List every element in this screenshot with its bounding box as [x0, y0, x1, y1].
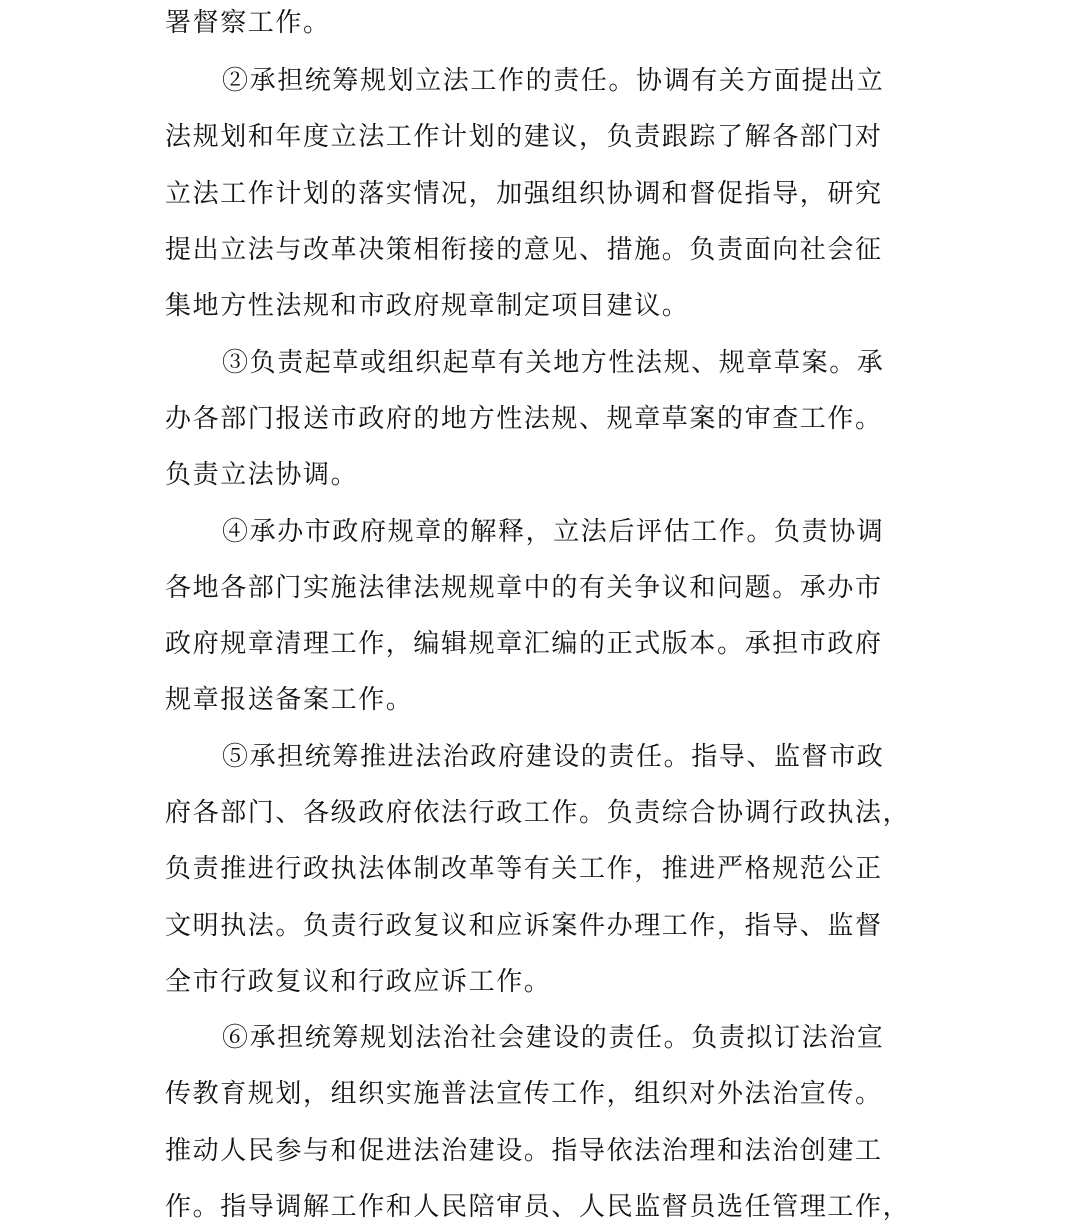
text-line: 集地方性法规和市政府规章制定项目建议。	[165, 291, 690, 321]
paragraph-item-4-first-line: ④承办市政府规章的解释，立法后评估工作。负责协调	[222, 517, 885, 547]
paragraph-item-3-first-line: ③负责起草或组织起草有关地方性法规、规章草案。承	[222, 348, 885, 378]
text-line: 全市行政复议和行政应诉工作。	[165, 967, 552, 997]
paragraph-item-2-first-line: ②承担统筹规划立法工作的责任。协调有关方面提出立	[222, 66, 885, 96]
text-line: 文明执法。负责行政复议和应诉案件办理工作，指导、监督	[165, 911, 883, 941]
text-line: 传教育规划，组织实施普法宣传工作，组织对外法治宣传。	[165, 1079, 883, 1109]
text-line: 立法工作计划的落实情况，加强组织协调和督促指导，研究	[165, 179, 883, 209]
text-line: 政府规章清理工作，编辑规章汇编的正式版本。承担市政府	[165, 629, 883, 659]
text-line: 提出立法与改革决策相衔接的意见、措施。负责面向社会征	[165, 235, 883, 265]
text-line: 办各部门报送市政府的地方性法规、规章草案的审查工作。	[165, 404, 883, 434]
paragraph-item-5-first-line: ⑤承担统筹推进法治政府建设的责任。指导、监督市政	[222, 742, 885, 772]
text-line: 署督察工作。	[165, 8, 331, 38]
text-line: 府各部门、各级政府依法行政工作。负责综合协调行政执法，	[165, 798, 911, 828]
text-line: 作。指导调解工作和人民陪审员、人民监督员选任管理工作，	[165, 1192, 911, 1222]
text-line: 推动人民参与和促进法治建设。指导依法治理和法治创建工	[165, 1136, 883, 1166]
text-line: 各地各部门实施法律法规规章中的有关争议和问题。承办市	[165, 573, 883, 603]
text-line: 负责推进行政执法体制改革等有关工作，推进严格规范公正	[165, 854, 883, 884]
paragraph-item-6-first-line: ⑥承担统筹规划法治社会建设的责任。负责拟订法治宣	[222, 1023, 885, 1053]
text-line: 负责立法协调。	[165, 460, 359, 490]
text-line: 法规划和年度立法工作计划的建议，负责跟踪了解各部门对	[165, 122, 883, 152]
text-line: 规章报送备案工作。	[165, 685, 414, 715]
